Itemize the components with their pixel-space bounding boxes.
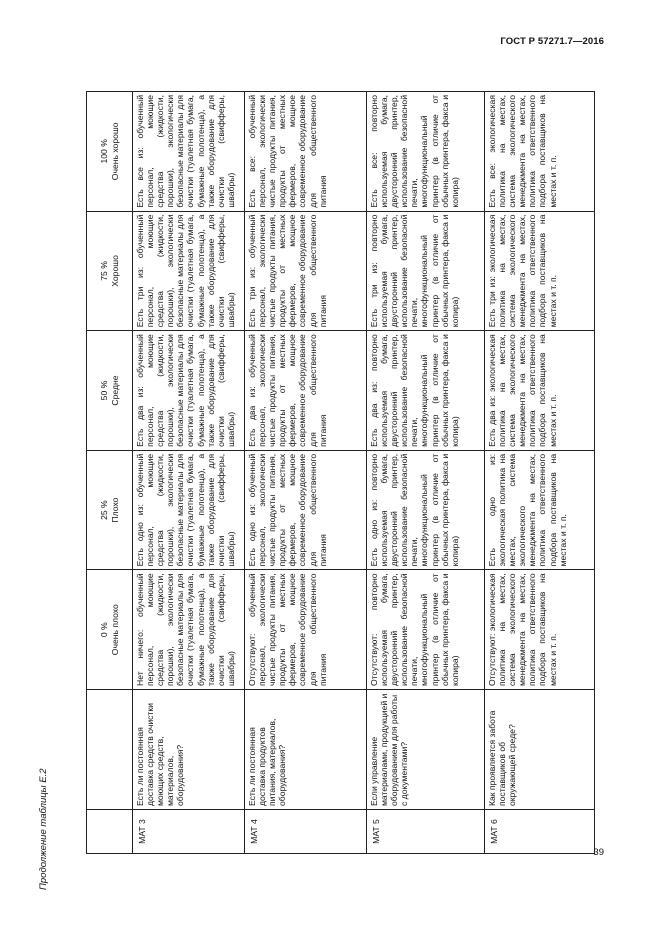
row-cell: Есть три из: экологическая политика на местах, система экологического менеджмента на местах, политика ответственного подбора поставщиков на местах и т. п. — [485, 211, 595, 331]
evaluation-table — [86, 91, 595, 854]
row-code: МАТ 4 — [245, 810, 367, 854]
column-percent: 75 % — [98, 261, 109, 281]
row-code: МАТ 3 — [133, 810, 245, 854]
column-percent: 50 % — [98, 380, 109, 401]
column-label: Очень плохо — [109, 604, 120, 656]
row-cell: Есть два из: обученный персонал, моющие средства (жидкости, порошки), экологически безопасные материалы для очистки (туалетная бумага, бумажные полотенца), а также оборудование для очистки (свифферы, швабры) — [133, 331, 245, 451]
column-label: Хорошо — [109, 255, 120, 287]
column-header — [87, 450, 133, 570]
table-row — [485, 92, 595, 854]
column-header — [87, 92, 133, 212]
row-cell: Есть одно из: повторно используемая бумага, двусторонний принтер, использование безопасной печати, многофункциональный принтер (в отличие от обычных принтера, факса и копира) — [367, 450, 485, 570]
row-cell: Есть два из: повторно используемая бумага, двусторонний принтер, использование безопасной печати, многофункциональный принтер (в отличие от обычных принтера, факса и копира) — [367, 331, 485, 451]
row-cell: Есть все из: обученный персонал, моющие средства (жидкости, порошки), экологически безопасные материалы для очистки (туалетная бумага, бумажные полотенца), а также оборудование для очистки (свифферы, швабры) — [133, 92, 245, 212]
row-cell: Нет ничего: обученный персонал, моющие средства (жидкости, порошки), экологически безопасные материалы для очистки (туалетная бумага, бумажные полотенца), а также оборудование для очистки (свифферы, швабры) — [133, 570, 245, 690]
row-cell: Есть одно из: экологическая политика на местах, система экологического менеджмента на местах, политика ответственного подбора поставщиков на местах и т. п. — [485, 450, 595, 570]
row-cell: Есть все: обученный персонал, экологически чистые продукты питания, продукты от местных фермеров, мощное современное оборудование для общественного питания — [245, 92, 367, 212]
table-row — [133, 92, 245, 854]
row-question: Есть ли постоянная доставка продуктов питания, материалов, оборудования? — [245, 690, 367, 810]
column-header — [87, 570, 133, 690]
column-header — [87, 331, 133, 451]
row-cell: Есть два из: экологическая политика на местах, система экологического менеджмента на местах, политика ответственного подбора поставщиков на местах и т. п. — [485, 331, 595, 451]
row-cell: Отсутствуют: экологическая политика на местах, система экологического менеджмента на местах, политика ответственного подбора поставщиков на местах и т. п. — [485, 570, 595, 690]
table-continuation-caption: Продолжение таблицы Е.2 — [38, 768, 49, 890]
column-label: Очень хорошо — [109, 122, 120, 181]
row-cell: Есть три из: повторно используемая бумага, двусторонний принтер, использование безопасной печати, многофункциональный принтер (в отличие от обычных принтера, факса и копира) — [367, 211, 485, 331]
column-label: Средне — [109, 375, 120, 406]
header-empty-cell — [87, 690, 133, 810]
column-label: Плохо — [109, 497, 120, 523]
row-question: Как проявляется забота поставщиков об окружающей среде? — [485, 690, 595, 810]
table-header-row — [87, 92, 133, 854]
row-cell: Отсутствуют: обученный персонал, экологически чистые продукты питания, продукты от местных фермеров, мощное современное оборудование для общественного питания — [245, 570, 367, 690]
table-row — [367, 92, 485, 854]
row-cell: Есть три из: обученный персонал, моющие средства (жидкости, порошки), экологически безопасные материалы для очистки (туалетная бумага, бумажные полотенца), а также оборудование для очистки (свифферы, швабры) — [133, 211, 245, 331]
standard-header: ГОСТ Р 57271.7—2016 — [500, 36, 604, 47]
table-row — [245, 92, 367, 854]
row-cell: Есть два из: обученный персонал, экологически чистые продукты питания, продукты от местных фермеров, мощное современное оборудование для общественного питания — [245, 331, 367, 451]
column-percent: 25 % — [98, 500, 109, 520]
row-question: Если управление материалами, продукцией и оборудованием для работы с документами? — [367, 690, 485, 810]
column-percent: 100 % — [98, 139, 109, 164]
header-empty-cell — [87, 810, 133, 854]
row-cell: Есть три из: обученный персонал, экологически чистые продукты питания, продукты от местных фермеров, мощное современное оборудование для общественного питания — [245, 211, 367, 331]
page-number: 39 — [593, 847, 604, 858]
row-cell: Есть одно из: обученный персонал, моющие средства (жидкости, порошки), экологически безопасные материалы для очистки (туалетная бумага, бумажные полотенца), а также оборудование для очистки (свифферы, швабры) — [133, 450, 245, 570]
rotated-table-container — [86, 91, 568, 854]
row-cell: Есть все: повторно используемая бумага, двусторонний принтер, использование безопасной печати, многофункциональный принтер (в отличие от обычных принтера, факса и копира) — [367, 92, 485, 212]
row-cell: Есть все: экологическая политика на местах, система экологического менеджмента на местах, политика ответственного подбора поставщиков на местах и т. п. — [485, 92, 595, 212]
row-question: Есть ли постоянная доставка средств очистки моющих средств, материалов, оборудования? — [133, 690, 245, 810]
column-percent: 0 % — [98, 622, 109, 638]
row-code: МАТ 5 — [367, 810, 485, 854]
row-cell: Отсутствуют: повторно используемая бумага, двусторонний принтер, использование безопасной печати, многофункциональный принтер (в отличие от обычных принтера, факса и копира) — [367, 570, 485, 690]
column-header — [87, 211, 133, 331]
row-cell: Есть одно из: обученный персонал, экологически чистые продукты питания, продукты от местных фермеров, мощное современное оборудование для общественного питания — [245, 450, 367, 570]
row-code: МАТ 6 — [485, 810, 595, 854]
